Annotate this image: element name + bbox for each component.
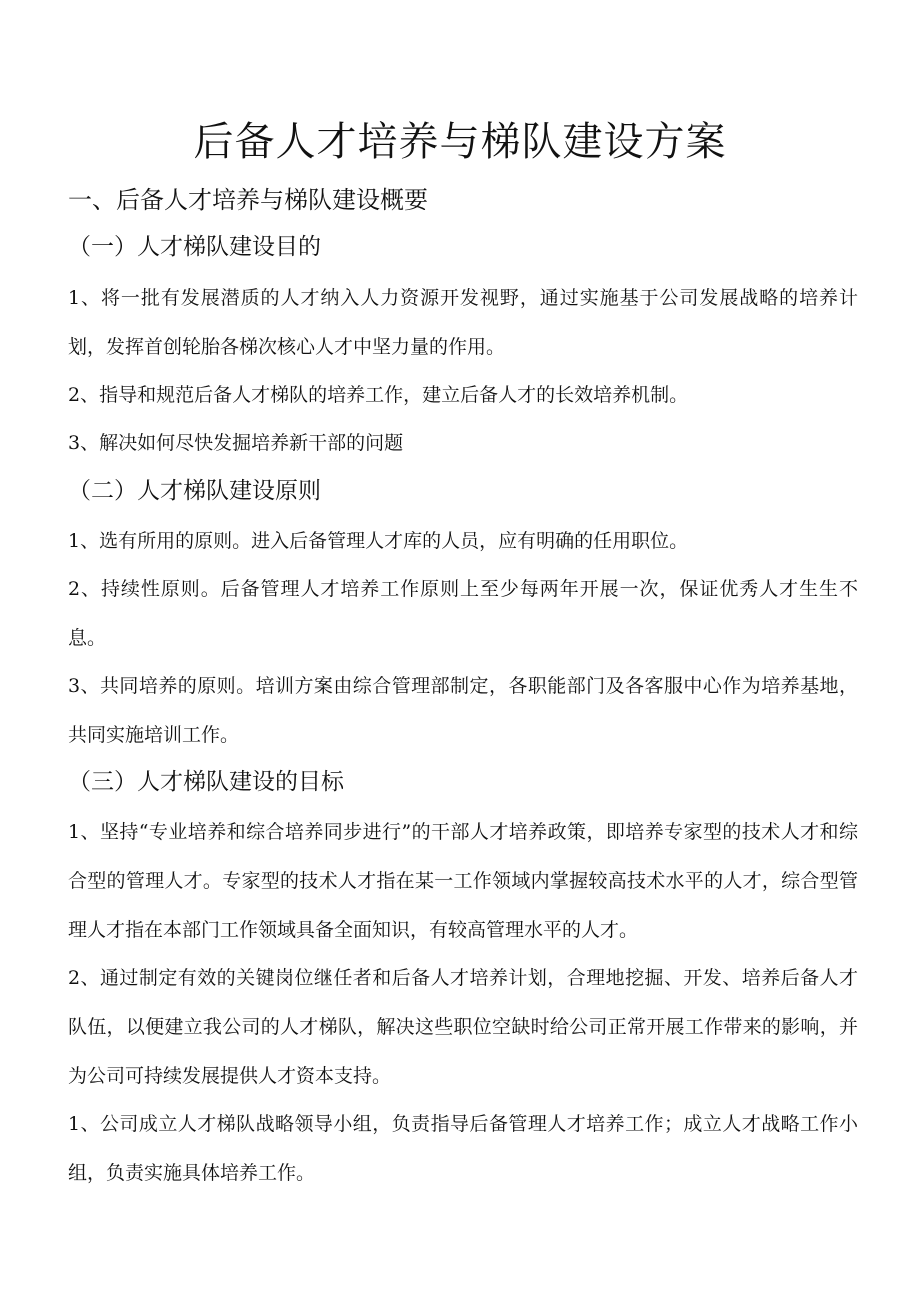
- principles-item-1: 1、选有所用的原则。进入后备管理人才库的人员，应有明确的任用职位。: [68, 530, 689, 552]
- subsection-heading-principles: （二）人才梯队建设原则: [68, 478, 321, 504]
- goals-item-3: 1、公司成立人才梯队战略领导小组，负责指导后备管理人才培养工作；成立人才战略工作小组，负责实施具体培养工作。: [68, 1113, 858, 1184]
- purpose-item-2: 2、指导和规范后备人才梯队的培养工作，建立后备人才的长效培养机制。: [68, 384, 689, 406]
- section-heading-overview: 一、后备人才培养与梯队建设概要: [68, 186, 428, 214]
- goals-item-2: 2、通过制定有效的关键岗位继任者和后备人才培养计划，合理地挖掘、开发、培养后备人才队伍，以便建立我公司的人才梯队，解决这些职位空缺时给公司正常开展工作带来的影响，并为公司可持续发展提供人才资本支持。: [68, 967, 858, 1087]
- subsection-heading-goals: （三）人才梯队建设的目标: [68, 769, 344, 795]
- principles-item-2: 2、持续性原则。后备管理人才培养工作原则上至少每两年开展一次，保证优秀人才生生不息。: [68, 578, 858, 649]
- document-title: 后备人才培养与梯队建设方案: [193, 119, 727, 165]
- purpose-item-1: 1、将一批有发展潜质的人才纳入人力资源开发视野，通过实施基于公司发展战略的培养计划，发挥首创轮胎各梯次核心人才中坚力量的作用。: [68, 287, 858, 358]
- principles-item-3: 3、共同培养的原则。培训方案由综合管理部制定，各职能部门及各客服中心作为培养基地，共同实施培训工作。: [68, 675, 858, 746]
- purpose-item-3: 3、解决如何尽快发掘培养新干部的问题: [68, 432, 404, 454]
- goals-item-1: 1、坚持“专业培养和综合培养同步进行”的干部人才培养政策，即培养专家型的技术人才和综合型的管理人才。专家型的技术人才指在某一工作领域内掌握较高技术水平的人才，综合型管理人才指在本部门工作领域具备全面知识，有较高管理水平的人才。: [68, 821, 858, 941]
- subsection-heading-purpose: （一）人才梯队建设目的: [68, 234, 321, 260]
